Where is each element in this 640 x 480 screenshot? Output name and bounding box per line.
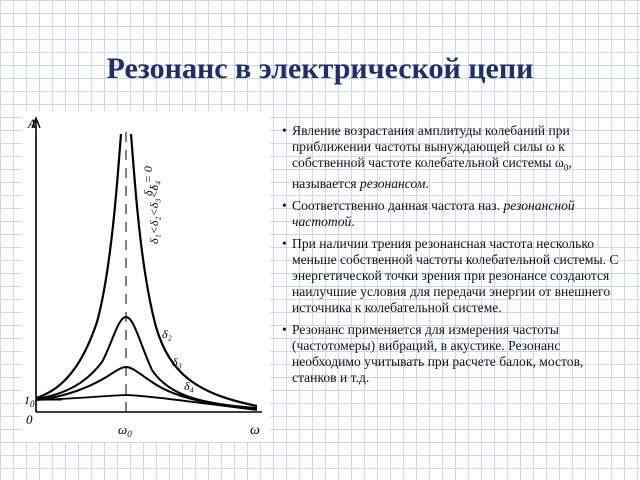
bullet-item: • Резонанс применяется для измерения частоты (частотомеры) вибраций, в акустике. Резонанс необходимо учитывать при расчете балок, мостов, станков и т.д. <box>282 321 584 385</box>
bullet-emphasis: резонансом <box>359 175 426 191</box>
bullet-text: . <box>351 213 355 229</box>
bullet-item: • Соответственно данная частота наз. резонансной частотой. <box>282 197 575 229</box>
x-axis-label: ω <box>250 423 260 438</box>
y-axis-label: A <box>28 116 36 131</box>
bullet-text: Резонанс применяется для измерения частоты (частотомеры) вибраций, в акустике. Резонанс необходимо учитывать при расчете балок, мостов, станков и т.д. <box>292 321 584 385</box>
slide-title: Резонанс в электрической цепи <box>106 52 534 85</box>
bullet-item: • Явление возрастания амплитуды колебаний при приближении частоты вынуждающей силы ω к собственной частоте колебательной системы $\omega_0$, называется резонансом. <box>282 123 572 191</box>
label-delta3: δ₃ <box>172 355 182 369</box>
x-tick-label: $\omega_0$ <box>118 422 132 439</box>
resonance-curves-svg <box>22 112 270 442</box>
bullet-text: Явление возрастания амплитуды колебаний при приближении частоты вынуждающей силы ω к собственной частоте колебательной системы ω <box>292 123 570 170</box>
resonance-figure <box>22 112 270 442</box>
bullet-list <box>282 123 624 392</box>
bullet-text: , называется <box>292 155 572 191</box>
bullet-emphasis: резонансной частотой <box>292 197 575 229</box>
origin-label: 0 <box>26 412 33 427</box>
y-tick-label: $1_0$ <box>24 393 35 409</box>
curve-delta3 <box>36 367 257 409</box>
label-delta1: δ₁ = 0 <box>141 166 155 196</box>
label-relation: δ₁<δ₂<δ₃<δ₄ <box>147 180 161 244</box>
label-delta2: δ₂ <box>162 327 172 341</box>
bullet-text: Соответственно данная частота наз. <box>292 197 504 213</box>
bullet-text: При наличии трения резонансная частота несколько меньше собственной частоты колебательной системы. С энергетической точки зрения при резонансе создаются наилучшие условия для передачи энергии от внешнего источника к колебательной системе. <box>292 235 619 315</box>
bullet-text: . <box>425 175 429 191</box>
bullet-subscript: 0 <box>563 162 569 173</box>
label-delta4: δ₄ <box>184 379 194 393</box>
bullet-item: • При наличии трения резонансная частота несколько меньше собственной частоты колебательной системы. С энергетической точки зрения при резонансе создаются наилучшие условия для передачи энергии от внешнего источника к колебательной системе. <box>282 235 619 315</box>
